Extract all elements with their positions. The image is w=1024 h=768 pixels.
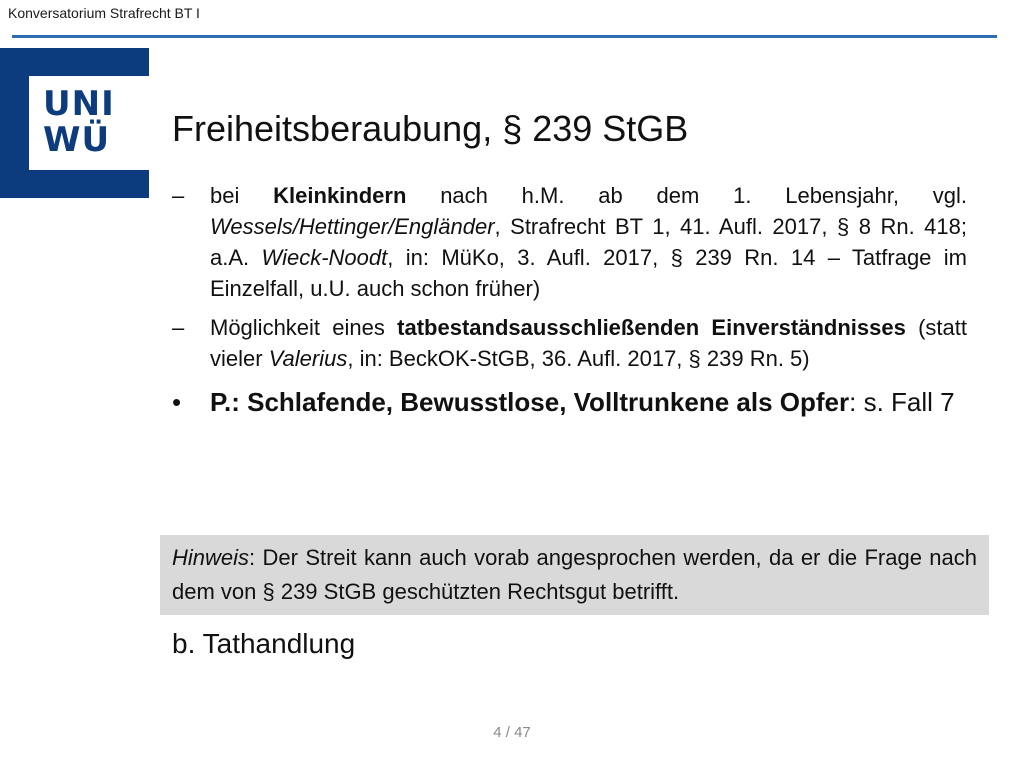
text-segment: (statt vieler: [210, 315, 968, 371]
section-heading: b. Tathandlung: [172, 628, 356, 659]
logo-text: [43, 86, 115, 158]
bullet-marker: •: [172, 387, 182, 417]
text-segment: Möglichkeit eines: [210, 315, 398, 340]
problem-statement: P.: Schlafende, Bewusstlose, Volltrunkene als Opfer: [210, 387, 850, 417]
problem-bullet: [172, 382, 967, 422]
author-citation: Valerius: [268, 346, 348, 371]
bold-term: Kleinkindern: [273, 183, 407, 208]
author-citation: Wessels/Hettinger/Engländer: [210, 214, 495, 239]
logo-line-2: WÜ: [43, 120, 111, 160]
hint-text: : Der Streit kann auch vorab angesprochen werden, da er die Frage nach dem von § 239 StGB geschützten Rechtsgut betrifft.: [172, 545, 977, 604]
list-item-einverstaendnis: [172, 312, 967, 374]
course-title: Konversatorium Strafrecht BT I: [8, 5, 200, 21]
list-item-kleinkinder: [172, 180, 967, 304]
author-citation: Wieck-Noodt: [261, 245, 388, 270]
header-divider: [12, 35, 997, 38]
text-segment: , in: MüKo, 3. Aufl. 2017, § 239 Rn. 14 – Tatfrage im Einzelfall, u.U. auch schon früher): [210, 245, 968, 301]
text-segment: bei: [210, 183, 274, 208]
text-segment: nach h.M. ab dem 1. Lebensjahr, vgl.: [406, 183, 967, 208]
logo-white-panel: [29, 76, 149, 170]
dash-marker: –: [172, 315, 185, 340]
bold-term: tatbestandsausschließenden Einverständnisses: [397, 315, 906, 340]
logo-line-1: UNI: [43, 84, 115, 124]
slide-content: [172, 180, 967, 422]
slide-title: Freiheitsberaubung, § 239 StGB: [172, 108, 689, 149]
hint-box: [160, 535, 989, 615]
university-logo: [0, 48, 149, 198]
text-segment: , Strafrecht BT 1, 41. Aufl. 2017, § 8 Rn. 418; a.A.: [210, 214, 967, 270]
problem-reference: : s. Fall 7: [849, 387, 955, 417]
text-segment: , in: BeckOK-StGB, 36. Aufl. 2017, § 239 Rn. 5): [347, 346, 810, 371]
dash-marker: –: [172, 183, 185, 208]
page-number: 4 / 47: [493, 724, 531, 741]
hint-label: Hinweis: [172, 545, 250, 570]
